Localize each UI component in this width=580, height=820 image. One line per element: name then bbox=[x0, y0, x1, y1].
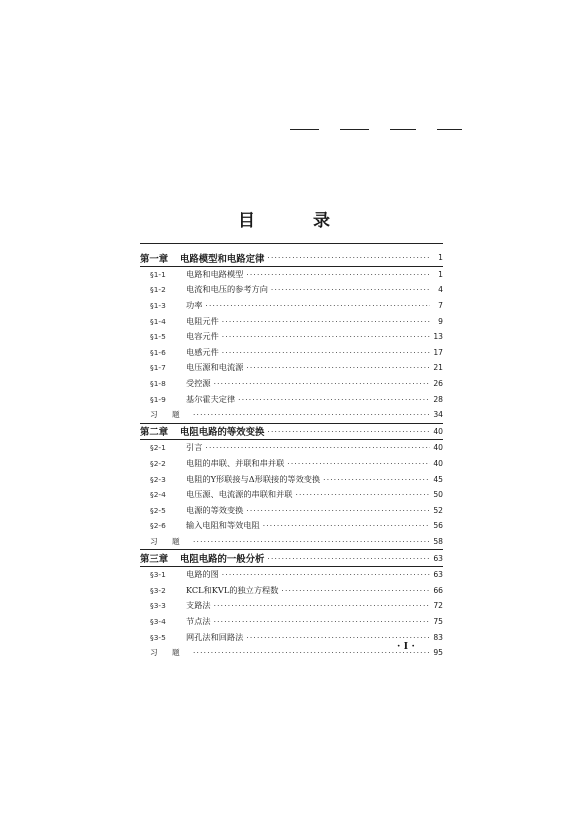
toc-entry-title: 电感元件 bbox=[186, 346, 219, 357]
toc-problems-row[interactable] bbox=[140, 534, 443, 550]
header-rule bbox=[437, 129, 462, 130]
toc-entry-title: 电阻的Y形联接与Δ形联接的等效变换 bbox=[186, 473, 321, 484]
toc-entry-title: 电路的图 bbox=[186, 569, 219, 580]
toc-entry-title: 电流和电压的参考方向 bbox=[186, 284, 268, 295]
toc-entry-title: 电路模型和电路定律 bbox=[180, 253, 265, 265]
dot-leader bbox=[222, 570, 430, 579]
toc-entry-number: §1-6 bbox=[150, 347, 166, 357]
toc-entry-number: §2-4 bbox=[150, 490, 166, 500]
toc-entry-title: 功率 bbox=[186, 300, 203, 311]
toc-entry-page: 95 bbox=[433, 648, 443, 658]
toc-section-row[interactable] bbox=[140, 267, 443, 283]
toc-entry-page: 1 bbox=[438, 253, 443, 263]
toc-entry-page: 66 bbox=[433, 585, 443, 595]
dot-leader bbox=[267, 554, 430, 563]
toc-entry-title: 电阻电路的等效变换 bbox=[180, 427, 265, 439]
toc-entry-page: 7 bbox=[438, 301, 443, 311]
toc-entry-number: 第一章 bbox=[140, 253, 169, 265]
toc-entry-number: 习 题 bbox=[150, 536, 186, 546]
toc-entry-page: 26 bbox=[433, 379, 443, 389]
table-of-contents bbox=[140, 250, 443, 660]
toc-entry-title: 电压源、电流源的串联和并联 bbox=[186, 489, 293, 500]
toc-section-row[interactable] bbox=[140, 487, 443, 503]
toc-entry-number: §3-2 bbox=[150, 585, 166, 595]
toc-entry-number: §3-3 bbox=[150, 601, 166, 611]
dot-leader bbox=[246, 506, 430, 515]
toc-entry-page: 1 bbox=[438, 269, 443, 279]
header-rule bbox=[390, 129, 416, 130]
toc-entry-number: §1-7 bbox=[150, 363, 166, 373]
toc-entry-number: §1-9 bbox=[150, 394, 166, 404]
toc-entry-number: §2-6 bbox=[150, 521, 166, 531]
toc-entry-page: 50 bbox=[433, 490, 443, 500]
dot-leader bbox=[193, 410, 430, 419]
header-rules bbox=[290, 129, 462, 131]
dot-leader bbox=[246, 270, 430, 279]
dot-leader bbox=[287, 459, 430, 468]
toc-entry-title: 受控源 bbox=[186, 378, 211, 389]
toc-chapter-row[interactable] bbox=[140, 424, 443, 440]
toc-entry-page: 52 bbox=[433, 505, 443, 515]
dot-leader bbox=[205, 443, 430, 452]
toc-entry-page: 9 bbox=[438, 316, 443, 326]
toc-section-row[interactable] bbox=[140, 471, 443, 487]
toc-entry-title: 网孔法和回路法 bbox=[186, 631, 244, 642]
toc-entry-number: 第二章 bbox=[140, 427, 169, 439]
toc-section-row[interactable] bbox=[140, 456, 443, 472]
toc-entry-page: 56 bbox=[433, 521, 443, 531]
toc-entry-page: 40 bbox=[433, 443, 443, 453]
dot-leader bbox=[271, 285, 430, 294]
toc-section-row[interactable] bbox=[140, 614, 443, 630]
dot-leader bbox=[281, 586, 430, 595]
toc-entry-title: 输入电阻和等效电阻 bbox=[186, 520, 260, 531]
toc-entry-page: 13 bbox=[433, 332, 443, 342]
dot-leader bbox=[323, 475, 430, 484]
title-rule bbox=[140, 243, 443, 244]
toc-entry-page: 21 bbox=[433, 363, 443, 373]
toc-entry-title: 电阻的串联、并联和串并联 bbox=[186, 458, 285, 469]
toc-entry-page: 40 bbox=[433, 459, 443, 469]
dot-leader bbox=[238, 395, 430, 404]
toc-problems-row[interactable] bbox=[140, 407, 443, 423]
toc-entry-number: 第三章 bbox=[140, 554, 169, 566]
header-rule bbox=[290, 129, 319, 130]
toc-entry-number: §1-5 bbox=[150, 332, 166, 342]
toc-entry-title: KCL和KVL的独立方程数 bbox=[186, 584, 279, 595]
toc-section-row[interactable] bbox=[140, 360, 443, 376]
page-number: · I · bbox=[397, 641, 415, 652]
toc-section-row[interactable] bbox=[140, 298, 443, 314]
toc-section-row[interactable] bbox=[140, 582, 443, 598]
toc-entry-number: §2-5 bbox=[150, 505, 166, 515]
toc-entry-number: 习 题 bbox=[150, 648, 186, 658]
dot-leader bbox=[214, 617, 430, 626]
toc-entry-title: 电压源和电流源 bbox=[186, 362, 244, 373]
toc-entry-page: 40 bbox=[433, 426, 443, 436]
toc-entry-page: 4 bbox=[438, 285, 443, 295]
dot-leader bbox=[193, 537, 430, 546]
toc-entry-page: 75 bbox=[433, 616, 443, 626]
dot-leader bbox=[246, 363, 430, 372]
dot-leader bbox=[222, 317, 430, 326]
toc-entry-page: 83 bbox=[433, 632, 443, 642]
toc-entry-page: 58 bbox=[433, 536, 443, 546]
toc-entry-number: §3-1 bbox=[150, 570, 166, 580]
toc-entry-number: §2-2 bbox=[150, 459, 166, 469]
dot-leader bbox=[222, 348, 430, 357]
toc-entry-number: §2-3 bbox=[150, 474, 166, 484]
toc-entry-page: 63 bbox=[433, 553, 443, 563]
toc-entry-number: §1-2 bbox=[150, 285, 166, 295]
header-rule bbox=[340, 129, 369, 130]
toc-entry-number: §1-1 bbox=[150, 269, 166, 279]
toc-section-row[interactable] bbox=[140, 282, 443, 298]
toc-entry-number: §1-8 bbox=[150, 379, 166, 389]
toc-section-row[interactable] bbox=[140, 329, 443, 345]
toc-entry-page: 45 bbox=[433, 474, 443, 484]
toc-entry-number: §1-3 bbox=[150, 301, 166, 311]
toc-entry-page: 17 bbox=[433, 347, 443, 357]
toc-section-row[interactable] bbox=[140, 391, 443, 407]
dot-leader bbox=[222, 332, 430, 341]
toc-section-row[interactable] bbox=[140, 440, 443, 456]
toc-chapter-row[interactable] bbox=[140, 550, 443, 566]
toc-entry-page: 63 bbox=[433, 570, 443, 580]
toc-entry-title: 基尔霍夫定律 bbox=[186, 393, 236, 404]
dot-leader bbox=[214, 379, 430, 388]
toc-section-row[interactable] bbox=[140, 567, 443, 583]
toc-section-row[interactable] bbox=[140, 518, 443, 534]
toc-entry-title: 电源的等效变换 bbox=[186, 504, 244, 515]
toc-entry-number: §2-1 bbox=[150, 443, 166, 453]
toc-entry-title: 电路和电路模型 bbox=[186, 268, 244, 279]
toc-section-row[interactable] bbox=[140, 313, 443, 329]
toc-entry-title: 电阻元件 bbox=[186, 315, 219, 326]
toc-entry-number: §3-4 bbox=[150, 616, 166, 626]
toc-entry-title: 引言 bbox=[186, 442, 203, 453]
toc-entry-page: 34 bbox=[433, 410, 443, 420]
toc-entry-number: 习 题 bbox=[150, 410, 186, 420]
page-title: 目 录 bbox=[238, 211, 356, 231]
dot-leader bbox=[295, 490, 430, 499]
dot-leader bbox=[267, 427, 430, 436]
dot-leader bbox=[263, 521, 430, 530]
toc-entry-title: 电阻电路的一般分析 bbox=[180, 554, 265, 566]
toc-chapter-row[interactable] bbox=[140, 250, 443, 266]
dot-leader bbox=[267, 253, 430, 262]
toc-section-row[interactable] bbox=[140, 376, 443, 392]
toc-entry-page: 72 bbox=[433, 601, 443, 611]
toc-entry-title: 支路法 bbox=[186, 600, 211, 611]
dot-leader bbox=[193, 648, 430, 657]
toc-entry-number: §3-5 bbox=[150, 632, 166, 642]
dot-leader bbox=[205, 301, 430, 310]
toc-section-row[interactable] bbox=[140, 345, 443, 361]
toc-entry-number: §1-4 bbox=[150, 316, 166, 326]
toc-entry-page: 28 bbox=[433, 394, 443, 404]
toc-section-row[interactable] bbox=[140, 598, 443, 614]
toc-entry-title: 节点法 bbox=[186, 615, 211, 626]
toc-section-row[interactable] bbox=[140, 503, 443, 519]
toc-entry-title: 电容元件 bbox=[186, 331, 219, 342]
dot-leader bbox=[214, 601, 430, 610]
